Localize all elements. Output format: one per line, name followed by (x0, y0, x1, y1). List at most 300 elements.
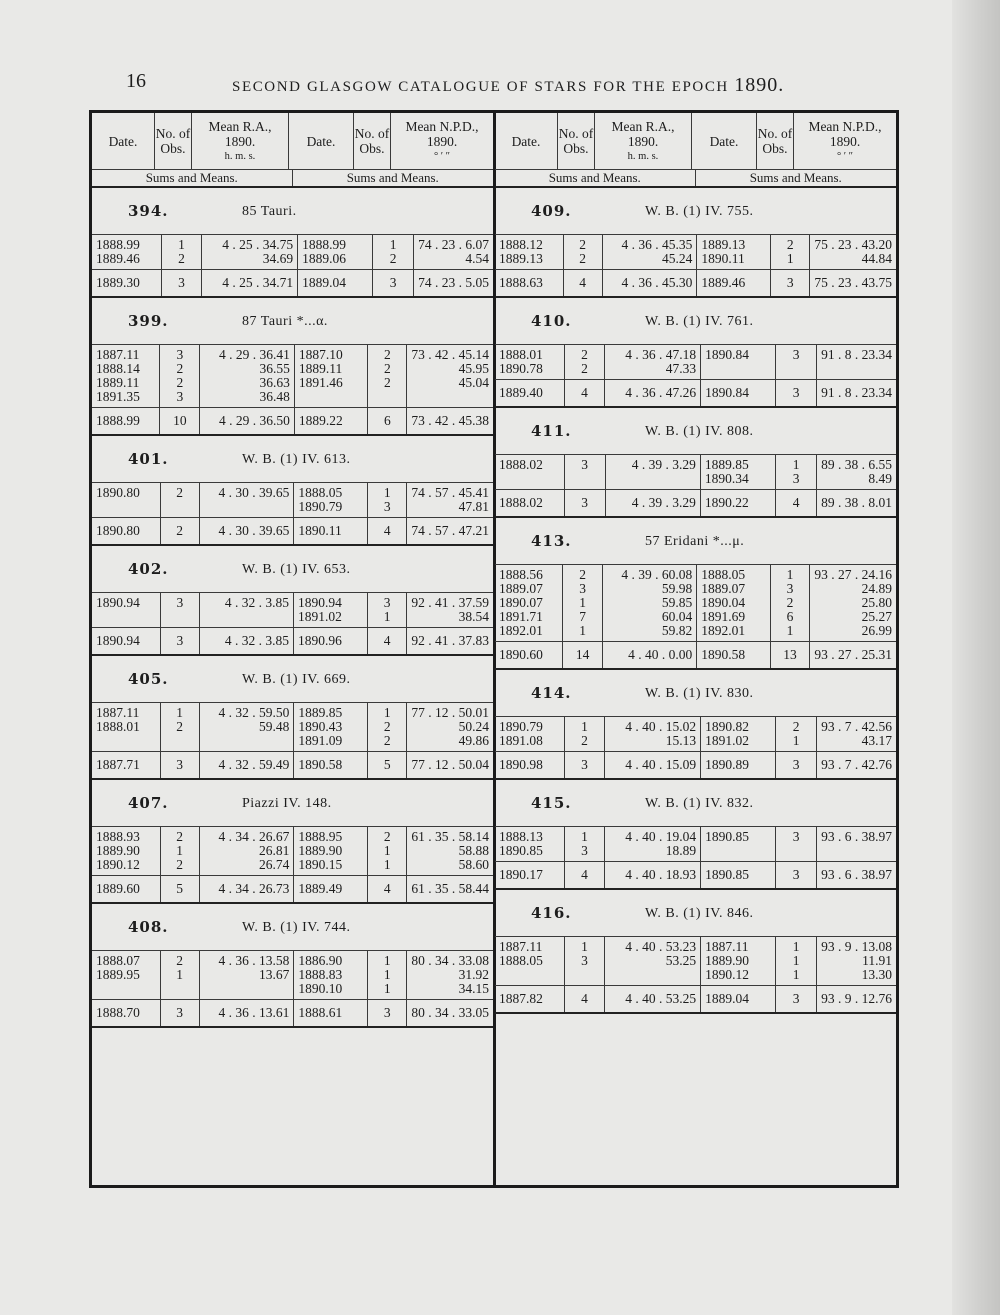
mean-row (495, 270, 896, 297)
npd-values (407, 827, 493, 876)
page-number: 16 (126, 70, 146, 92)
observations-table (92, 950, 493, 1026)
npd-values-value: 75 . 23 . 43.20 (814, 237, 892, 252)
npd-values-value: 8.49 (868, 471, 892, 486)
ra-dates-value: 1889.11 (96, 375, 140, 390)
npd-obs-value: 1 (792, 733, 800, 748)
npd-obs-value: 6 (786, 609, 794, 624)
mean-date-npd: 1890.89 (701, 752, 776, 779)
npd-obs (770, 565, 810, 642)
mean-npd: 93 . 6 . 38.97 (817, 862, 896, 889)
npd-obs-value: 3 (383, 499, 391, 514)
npd-dates-value: 1889.13 (701, 237, 746, 252)
ra-dates-value: 1888.13 (499, 829, 543, 844)
npd-values-value: 38.54 (458, 609, 489, 624)
npd-values (407, 345, 493, 408)
npd-dates (298, 235, 373, 270)
observation-rows (92, 951, 493, 1000)
npd-values-value: 25.27 (861, 609, 892, 624)
npd-obs-value: 1 (786, 623, 794, 638)
star-entry (92, 656, 493, 780)
mean-npd: 61 . 35 . 58.44 (407, 876, 493, 903)
npd-values (817, 827, 896, 862)
npd-values-value: 73 . 42 . 45.14 (411, 347, 489, 362)
npd-values (407, 703, 493, 752)
star-name: W. B. (1) IV. 830. (645, 686, 754, 701)
star-name: W. B. (1) IV. 832. (645, 796, 754, 811)
mean-date-ra: 1888.02 (495, 490, 564, 517)
mean-npd: 75 . 23 . 43.75 (810, 270, 896, 297)
observations-table (495, 564, 896, 668)
ra-dates (495, 717, 564, 752)
column-header-table (495, 113, 896, 169)
ra-obs-value: 3 (581, 843, 588, 858)
mean-npd: 91 . 8 . 23.34 (817, 380, 896, 407)
observation-rows (495, 827, 896, 862)
npd-values-value: 13.30 (861, 967, 892, 982)
ra-obs-value: 1 (581, 719, 588, 734)
star-number: 411. (531, 422, 572, 440)
mean-row (495, 862, 896, 889)
npd-dates (697, 235, 771, 270)
mean-npd: 93 . 27 . 25.31 (810, 642, 896, 669)
npd-obs (368, 951, 407, 1000)
mean-ra: 4 . 36 . 47.26 (605, 380, 701, 407)
npd-values (407, 951, 493, 1000)
mean-obs-npd: 3 (776, 986, 817, 1013)
ra-values-value: 4 . 36 . 47.18 (625, 347, 697, 362)
ra-dates (92, 483, 160, 518)
ra-dates-value: 1891.71 (499, 609, 543, 624)
mean-date-ra: 1890.98 (495, 752, 564, 779)
npd-dates (294, 345, 367, 408)
ra-obs-value: 2 (176, 953, 183, 968)
star-number: 413. (531, 532, 572, 550)
ra-values-value: 26.81 (259, 843, 290, 858)
ra-values (199, 483, 294, 518)
ra-obs (160, 703, 199, 752)
npd-obs-value: 1 (383, 857, 391, 872)
ra-dates-value: 1890.79 (499, 719, 543, 734)
observations-table (92, 344, 493, 434)
npd-obs-value: 2 (383, 733, 391, 748)
npd-values-value: 4.54 (465, 251, 489, 266)
star-number: 416. (531, 904, 572, 922)
npd-values-value: 31.92 (458, 967, 489, 982)
npd-obs-value: 1 (389, 237, 397, 252)
npd-values (414, 235, 493, 270)
npd-obs-value: 1 (786, 567, 794, 582)
npd-dates-value: 1889.11 (298, 361, 343, 376)
mean-date-ra: 1888.63 (495, 270, 563, 297)
observation-rows (495, 937, 896, 986)
npd-dates-value: 1886.90 (298, 953, 343, 968)
mean-obs-ra: 3 (161, 270, 202, 297)
npd-values (810, 565, 896, 642)
npd-obs-value: 1 (786, 251, 794, 266)
ra-values-value: 59.82 (661, 623, 693, 638)
star-name: 85 Tauri. (242, 204, 297, 219)
star-title (495, 780, 896, 826)
sums-label-ra: Sums and Means. (92, 170, 293, 186)
ra-dates (92, 593, 160, 628)
npd-values (817, 937, 896, 986)
ra-values-value: 4 . 39 . 3.29 (631, 457, 696, 472)
npd-values-value: 44.84 (861, 251, 892, 266)
mean-ra: 4 . 36 . 13.61 (199, 1000, 294, 1027)
ra-obs-value: 2 (581, 733, 588, 748)
ra-dates (495, 455, 564, 490)
mean-obs-ra: 3 (160, 1000, 199, 1027)
ra-values-value: 36.48 (259, 389, 290, 404)
star-number: 401. (128, 450, 169, 468)
star-name: W. B. (1) IV. 744. (242, 920, 351, 935)
ra-obs-value: 2 (579, 567, 586, 582)
ra-values-value: 4 . 40 . 53.23 (625, 939, 697, 954)
running-title (232, 74, 784, 97)
star-number: 414. (531, 684, 572, 702)
mean-ra: 4 . 32 . 3.85 (200, 628, 294, 655)
star-name: W. B. (1) IV. 808. (645, 424, 754, 439)
ra-dates (495, 235, 563, 270)
mean-ra: 4 . 40 . 18.93 (605, 862, 701, 889)
ra-values-value: 4 . 34 . 26.67 (218, 829, 290, 844)
mean-row (92, 876, 493, 903)
mean-ra: 4 . 29 . 36.50 (200, 408, 295, 435)
star-entry (495, 408, 896, 518)
mean-row (495, 380, 896, 407)
observation-rows (495, 717, 896, 752)
npd-dates-value: 1891.69 (701, 609, 746, 624)
ra-values-value: 26.74 (259, 857, 290, 872)
header-no-obs: No. of Obs. (155, 113, 192, 169)
npd-obs (367, 593, 406, 628)
ra-values-value: 4 . 40 . 15.02 (625, 719, 697, 734)
npd-values-value: 58.60 (458, 857, 489, 872)
ra-obs-value: 1 (176, 843, 183, 858)
npd-obs-value: 2 (383, 347, 391, 362)
mean-date-npd: 1889.04 (298, 270, 373, 297)
mean-obs-ra: 3 (160, 628, 199, 655)
mean-ra: 4 . 40 . 53.25 (605, 986, 701, 1013)
star-title (92, 780, 493, 826)
mean-date-ra: 1890.80 (92, 518, 160, 545)
mean-obs-ra: 4 (564, 862, 605, 889)
npd-values-value: 26.99 (861, 623, 892, 638)
npd-obs-value: 2 (792, 719, 800, 734)
npd-obs (776, 455, 817, 490)
mean-date-ra: 1889.60 (92, 876, 160, 903)
ra-obs (563, 235, 602, 270)
mean-row (495, 986, 896, 1013)
npd-obs (368, 483, 407, 518)
ra-obs-value: 1 (581, 829, 588, 844)
mean-date-ra: 1890.60 (495, 642, 563, 669)
mean-obs-npd: 13 (770, 642, 810, 669)
header-date-npd: Date. (692, 113, 757, 169)
npd-dates-value: 1890.11 (701, 251, 745, 266)
header-date: Date. (495, 113, 558, 169)
ra-dates-value: 1888.07 (96, 953, 140, 968)
npd-dates-value: 1890.34 (704, 471, 749, 486)
npd-values-value: 91 . 8 . 23.34 (821, 347, 892, 362)
star-number: 402. (128, 560, 169, 578)
npd-obs-value: 2 (383, 719, 391, 734)
ra-obs-value: 2 (581, 347, 588, 362)
npd-dates-value: 1890.84 (705, 347, 749, 362)
ra-dates (92, 827, 160, 876)
npd-values-value: 93 . 27 . 24.16 (814, 567, 892, 582)
mean-date-npd: 1890.84 (701, 380, 776, 407)
ra-values (605, 717, 701, 752)
npd-obs (776, 827, 817, 862)
npd-values (407, 593, 493, 628)
npd-values (817, 345, 896, 380)
npd-dates-value: 1891.09 (298, 733, 343, 748)
star-number: 410. (531, 312, 572, 330)
star-entry (495, 298, 896, 408)
ra-obs (563, 565, 603, 642)
npd-obs-value: 1 (383, 981, 391, 996)
npd-values-value: 74 . 57 . 45.41 (411, 485, 489, 500)
mean-obs-ra: 10 (160, 408, 200, 435)
ra-obs (564, 455, 605, 490)
observations-table (495, 936, 896, 1012)
star-number: 407. (128, 794, 169, 812)
npd-dates-value: 1889.07 (701, 581, 746, 596)
npd-obs-value: 1 (383, 485, 391, 500)
mean-row (92, 270, 493, 297)
observation-rows (495, 345, 896, 380)
mean-ra: 4 . 25 . 34.71 (202, 270, 298, 297)
left-column (92, 113, 493, 1185)
ra-obs-value: 2 (178, 251, 185, 266)
star-entry (92, 188, 493, 298)
sums-and-means-row (92, 169, 493, 188)
npd-obs-value: 2 (383, 375, 391, 390)
npd-obs-value: 2 (786, 595, 794, 610)
ra-obs (160, 483, 199, 518)
npd-dates-value: 1890.43 (298, 719, 343, 734)
mean-row (92, 518, 493, 545)
column-header (92, 113, 493, 188)
mean-row (92, 1000, 493, 1027)
header-no-obs-npd: No. of Obs. (354, 113, 391, 169)
star-title (495, 670, 896, 716)
mean-obs-ra: 3 (564, 752, 605, 779)
ra-dates-value: 1889.90 (96, 843, 140, 858)
npd-dates (294, 951, 368, 1000)
ra-values-value: 59.85 (661, 595, 693, 610)
npd-values-value: 74 . 23 . 6.07 (418, 237, 489, 252)
ra-obs-value: 3 (176, 347, 184, 362)
mean-npd: 80 . 34 . 33.05 (407, 1000, 493, 1027)
ra-obs (160, 593, 199, 628)
npd-dates-value: 1888.99 (302, 237, 346, 252)
ra-values (602, 565, 696, 642)
catalogue-frame (89, 110, 899, 1188)
npd-dates (701, 345, 776, 380)
ra-dates-value: 1892.01 (499, 623, 543, 638)
npd-dates-value: 1890.15 (298, 857, 343, 872)
npd-dates-value: 1889.85 (298, 705, 343, 720)
ra-dates-value: 1887.11 (96, 347, 140, 362)
mean-obs-npd: 3 (373, 270, 414, 297)
npd-obs (776, 717, 817, 752)
mean-date-npd: 1890.96 (294, 628, 368, 655)
npd-obs (373, 235, 414, 270)
star-entry (92, 904, 493, 1028)
ra-obs-value: 3 (581, 457, 589, 472)
observations-table (92, 234, 493, 296)
header-no-obs: No. of Obs. (558, 113, 595, 169)
npd-values-value: 45.04 (458, 375, 489, 390)
npd-values-value: 34.15 (458, 981, 489, 996)
sums-and-means-row (495, 169, 896, 188)
ra-dates (495, 827, 564, 862)
star-name: 87 Tauri *...α. (242, 314, 328, 329)
mean-obs-ra: 4 (564, 380, 605, 407)
npd-obs-value: 3 (383, 595, 391, 610)
mean-npd: 93 . 9 . 12.76 (817, 986, 896, 1013)
npd-dates-value: 1889.06 (302, 251, 346, 266)
mean-obs-npd: 3 (368, 1000, 407, 1027)
npd-obs-value: 1 (383, 843, 391, 858)
mean-obs-npd: 4 (368, 518, 407, 545)
ra-values-value: 4 . 39 . 60.08 (621, 567, 693, 582)
npd-dates (294, 483, 368, 518)
header-mean-ra: Mean R.A., 1890. h. m. s. (595, 113, 692, 169)
mean-date-npd: 1889.04 (701, 986, 776, 1013)
ra-values-value: 4 . 36 . 45.35 (621, 237, 693, 252)
ra-dates-value: 1890.07 (499, 595, 543, 610)
mean-obs-ra: 5 (160, 876, 199, 903)
ra-values-value: 36.55 (259, 361, 290, 376)
ra-values-value: 4 . 30 . 39.65 (218, 485, 290, 500)
running-title-year: 1890. (734, 74, 785, 96)
ra-dates-value: 1890.80 (96, 485, 140, 500)
observations-table (495, 716, 896, 778)
mean-ra: 4 . 40 . 15.09 (605, 752, 701, 779)
mean-obs-npd: 3 (776, 380, 817, 407)
mean-date-ra: 1890.17 (495, 862, 564, 889)
ra-obs (161, 235, 202, 270)
npd-obs-value: 1 (792, 457, 800, 472)
ra-obs-value: 2 (579, 251, 586, 266)
npd-values-value: 89 . 38 . 6.55 (821, 457, 892, 472)
header-mean-ra: Mean R.A., 1890. h. m. s. (192, 113, 289, 169)
npd-dates (294, 703, 368, 752)
star-title (92, 188, 493, 234)
mean-row (92, 408, 493, 435)
ra-obs (564, 827, 605, 862)
ra-dates-value: 1891.35 (96, 389, 140, 404)
star-title (92, 904, 493, 950)
npd-values-value: 93 . 9 . 13.08 (821, 939, 892, 954)
mean-obs-npd: 4 (368, 876, 407, 903)
npd-dates-value: 1892.01 (701, 623, 746, 638)
star-name: Piazzi IV. 148. (242, 796, 332, 811)
ra-dates (92, 345, 160, 408)
mean-obs-ra: 14 (563, 642, 603, 669)
npd-dates-value: 1891.02 (705, 733, 749, 748)
header-mean-npd: Mean N.P.D., 1890. ° ′ ″ (405, 118, 479, 162)
npd-dates-value: 1890.12 (705, 967, 749, 982)
mean-date-npd: 1889.49 (294, 876, 368, 903)
ra-dates-value: 1889.95 (96, 967, 140, 982)
ra-values-value: 47.33 (665, 361, 697, 376)
ra-dates-value: 1888.02 (499, 457, 543, 472)
ra-values-value: 15.13 (665, 733, 697, 748)
star-name: W. B. (1) IV. 755. (645, 204, 754, 219)
npd-values-value: 43.17 (861, 733, 892, 748)
mean-npd: 73 . 42 . 45.38 (407, 408, 493, 435)
star-entry (92, 780, 493, 904)
ra-values (602, 235, 697, 270)
npd-dates-value: 1887.11 (705, 939, 749, 954)
running-title-text: SECOND GLASGOW CATALOGUE OF STARS FOR THE EPOCH (232, 79, 729, 95)
observation-rows (92, 345, 493, 408)
mean-npd: 93 . 7 . 42.76 (817, 752, 896, 779)
ra-dates-value: 1888.99 (96, 237, 140, 252)
ra-values-value: 4 . 40 . 19.04 (625, 829, 697, 844)
npd-obs-value: 1 (383, 953, 391, 968)
npd-obs-value: 2 (786, 237, 794, 252)
star-number: 399. (128, 312, 169, 330)
mean-date-npd: 1890.58 (294, 752, 368, 779)
npd-values-value: 24.89 (861, 581, 892, 596)
ra-dates-value: 1888.01 (96, 719, 140, 734)
ra-obs-value: 1 (178, 237, 185, 252)
star-entry (92, 298, 493, 436)
ra-values-value: 4 . 32 . 59.50 (218, 705, 290, 720)
npd-values-value: 77 . 12 . 50.01 (411, 705, 489, 720)
observation-rows (495, 235, 896, 270)
npd-obs-value: 1 (792, 953, 800, 968)
observation-rows (92, 593, 493, 628)
ra-values-value: 59.48 (259, 719, 290, 734)
mean-ra: 4 . 32 . 59.49 (199, 752, 294, 779)
mean-obs-ra: 4 (564, 986, 605, 1013)
observation-rows (92, 827, 493, 876)
ra-dates (92, 703, 160, 752)
mean-obs-ra: 3 (564, 490, 605, 517)
ra-values-value: 60.04 (661, 609, 693, 624)
ra-values-value: 18.89 (665, 843, 697, 858)
mean-npd: 92 . 41 . 37.83 (407, 628, 493, 655)
mean-obs-npd: 3 (776, 752, 817, 779)
mean-npd: 89 . 38 . 8.01 (817, 490, 896, 517)
mean-ra: 4 . 34 . 26.73 (199, 876, 294, 903)
star-entry (92, 546, 493, 656)
ra-obs-value: 2 (176, 719, 183, 734)
star-number: 394. (128, 202, 169, 220)
mean-row (495, 642, 896, 669)
star-number: 405. (128, 670, 169, 688)
star-number: 415. (531, 794, 572, 812)
npd-values-value: 50.24 (458, 719, 489, 734)
star-entry (92, 436, 493, 546)
mean-row (495, 752, 896, 779)
ra-dates-value: 1890.94 (96, 595, 140, 610)
mean-date-ra: 1889.40 (495, 380, 564, 407)
mean-date-npd: 1889.22 (294, 408, 367, 435)
npd-obs-value: 3 (792, 347, 800, 362)
ra-values (605, 345, 701, 380)
npd-obs-value: 3 (792, 829, 800, 844)
npd-dates-value: 1890.85 (705, 829, 749, 844)
sums-label-npd: Sums and Means. (346, 170, 439, 185)
